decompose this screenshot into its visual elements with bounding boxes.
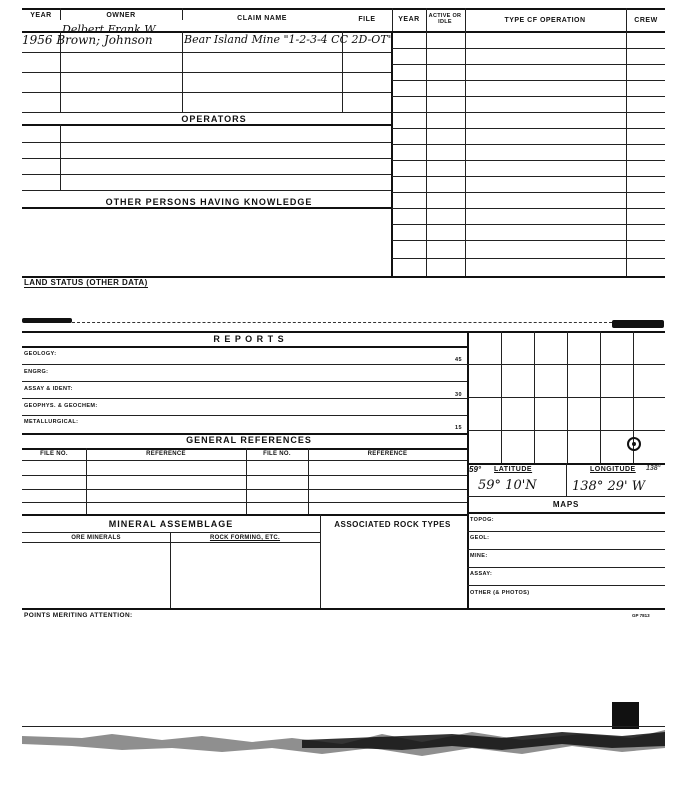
rock-forming-header: ROCK FORMING, ETC.: [209, 535, 281, 541]
col-header-type-of-operation: TYPE CF OPERATION: [504, 17, 586, 24]
longitude-prefix: 138°: [646, 465, 661, 472]
report-label-geology: GEOLOGY:: [24, 351, 57, 357]
operators-title: OPERATORS: [150, 114, 278, 124]
longitude-value: 138° 29' W: [572, 479, 646, 494]
points-meriting-attention-label: POINTS MERITING ATTENTION:: [24, 612, 133, 619]
ref-header-file-no-1: FILE NO.: [40, 451, 68, 457]
maps-title: MAPS: [552, 500, 580, 509]
report-num-45: 45: [455, 357, 462, 363]
owner-entry-line-1: Delbert Frank W.: [62, 23, 158, 36]
report-label-engrg: ENGRG:: [24, 369, 49, 375]
latitude-value: 59° 10'N: [478, 478, 537, 493]
reports-title: R E P O R T S: [190, 334, 308, 344]
col-header-active-or-idle: ACTIVE OR IDLE: [428, 13, 462, 25]
col-header-owner: OWNER: [106, 12, 136, 19]
longitude-label: LONGITUDE: [590, 466, 636, 473]
col-header-year-2: YEAR: [398, 16, 420, 23]
claim-entry: Bear Island Mine "1-2-3-4 CC 2D-OT": [184, 33, 393, 46]
col-header-year: YEAR: [30, 12, 52, 19]
report-label-assay: ASSAY & IDENT:: [24, 386, 73, 392]
maps-mine: MINE:: [470, 553, 488, 559]
col-header-file: FILE: [358, 16, 376, 23]
ref-header-file-no-2: FILE NO.: [263, 451, 291, 457]
maps-assay: ASSAY:: [470, 571, 493, 577]
col-header-crew: CREW: [634, 17, 658, 24]
report-label-metallurgical: METALLURGICAL:: [24, 419, 79, 425]
form-number: GP 7813: [632, 613, 650, 618]
ref-header-reference-2: REFERENCE: [367, 451, 408, 457]
maps-topog: TOPOG:: [470, 517, 494, 523]
ref-header-reference-1: REFERENCE: [146, 451, 186, 457]
mineral-assemblage-title: MINERAL ASSEMBLAGE: [108, 519, 234, 529]
report-label-geophys: GEOPHYS. & GEOCHEM:: [24, 403, 98, 409]
owner-entry-line-2: 1956 Brown; Johnson: [22, 33, 153, 47]
land-status-label: LAND STATUS (OTHER DATA): [24, 278, 148, 287]
col-header-claim-name: CLAIM NAME: [237, 15, 287, 22]
other-persons-title: OTHER PERSONS HAVING KNOWLEDGE: [80, 197, 338, 207]
general-references-title: GENERAL REFERENCES: [160, 435, 338, 445]
report-num-15: 15: [455, 425, 462, 431]
maps-geol: GEOL:: [470, 535, 490, 541]
report-num-30: 30: [455, 392, 462, 398]
associated-rock-types-title: ASSOCIATED ROCK TYPES: [334, 520, 451, 529]
latitude-label: LATITUDE: [494, 466, 533, 473]
latitude-prefix: 59°: [469, 465, 482, 474]
location-target-icon: [626, 436, 642, 452]
ore-minerals-header: ORE MINERALS: [71, 535, 121, 541]
maps-other: OTHER (& PHOTOS): [470, 590, 530, 596]
